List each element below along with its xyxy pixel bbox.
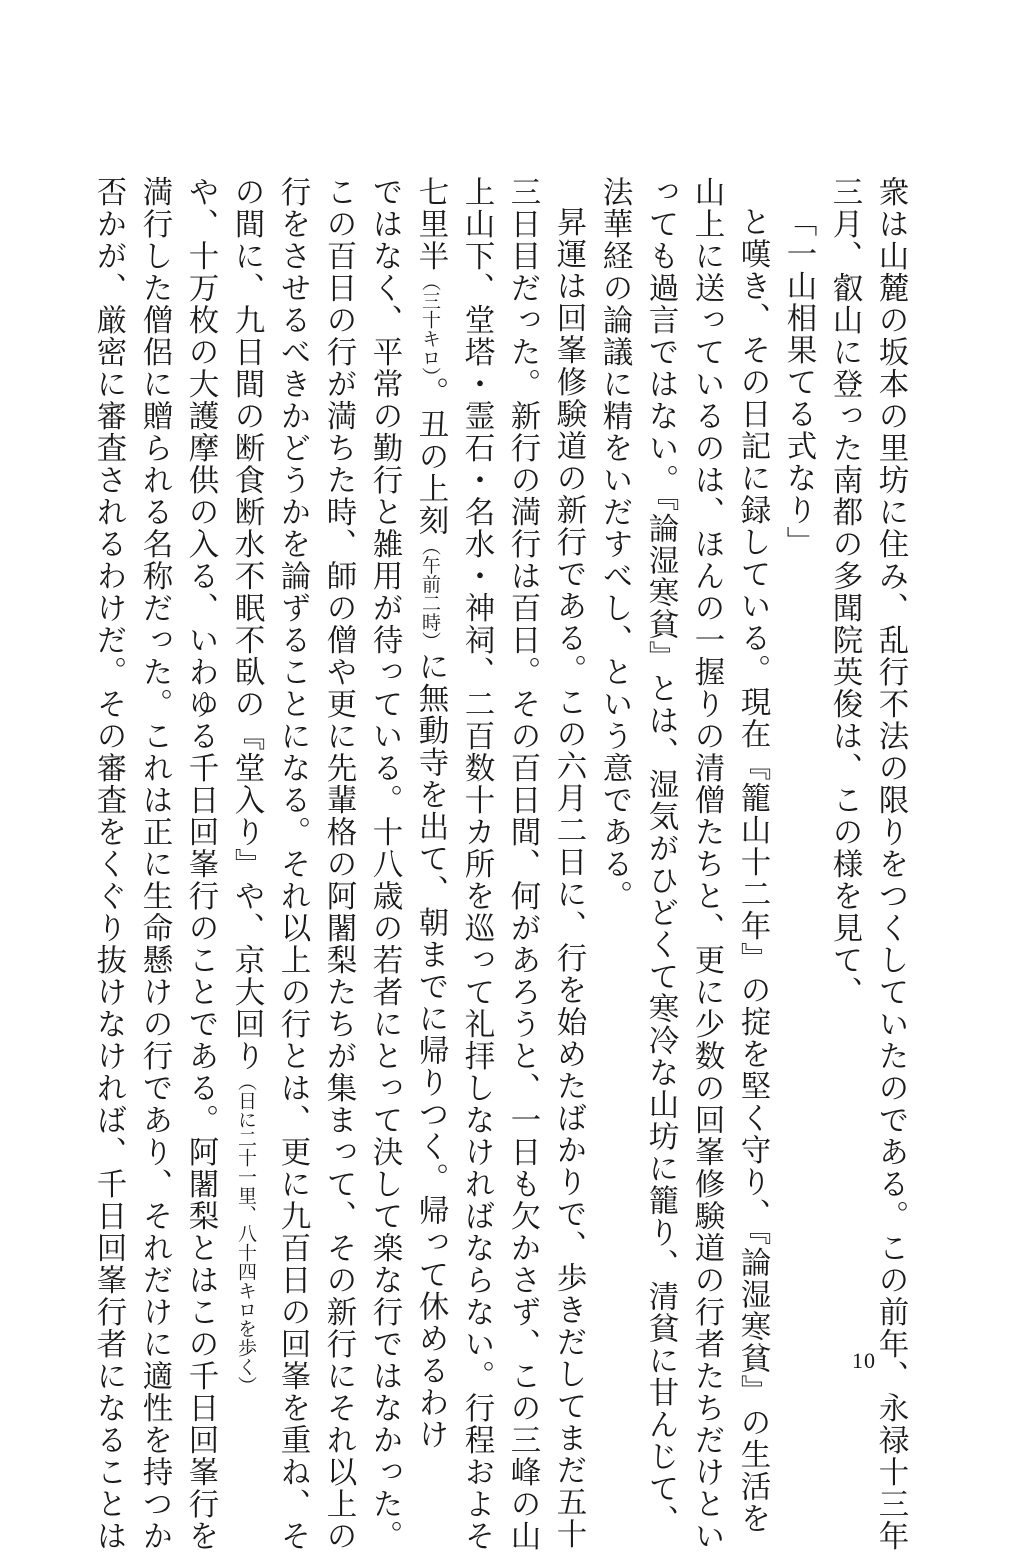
text-line-1: 衆は山麓の坂本の里坊に住み、乱行不法の限りをつくしていたのである。この前年、永禄十三年 <box>873 176 908 1552</box>
text-line-10: 上山下、堂塔・霊石・名水・神祠、二百数十カ所を巡って礼拝しなければならない。行程およそ <box>459 176 494 1552</box>
text-line-14: 行をさせるべきかどうかを論ずることになる。それ以上の行とは、更に九百日の回峯を重ね、そ <box>275 176 310 1552</box>
inline-note: （三十キロ） <box>419 272 441 377</box>
text-line-6: っても過言ではない。『論湿寒貧』とは、湿気がひどくて寒冷な山坊に籠り、清貧に甘んじて、 <box>643 176 678 1537</box>
text-line-11 <box>407 176 453 1451</box>
text-segment: に無動寺を出て、朝までに帰りつく。帰って休めるわけ <box>413 650 448 1451</box>
text-line-9: 三日目だった。新行の満行は百日。その百日間、何があろうと、一日も欠かさず、この三峰の山 <box>505 176 540 1552</box>
inline-note: （午前二時） <box>419 536 441 651</box>
text-line-3: 「一山相果てる式なり」 <box>781 206 816 558</box>
text-line-8: 昇運は回峯修験道の新行である。この六月二日に、行を始めたばかりで、歩きだしてまだ五十 <box>551 206 586 1550</box>
text-line-12: ではなく、平常の勤行と雑用が待っている。十八歳の若者にとって決して楽な行ではなかった。 <box>367 176 402 1552</box>
text-segment: 。丑の上刻 <box>413 376 448 537</box>
text-line-2: 三月、叡山に登った南都の多聞院英俊は、この様を見て、 <box>827 176 862 1008</box>
text-line-18: 否かが、厳密に審査されるわけだ。その審査をくぐり抜けなければ、千日回峯行者になることは <box>91 176 126 1552</box>
text-line-4: と嘆き、その日記に録している。現在『籠山十二年』の掟を堅く守り、『論湿寒貧』の生活を <box>735 206 770 1535</box>
text-line-5: 山上に送っているのは、ほんの一握りの清僧たちと、更に少数の回峯修験道の行者たちだけとい <box>689 176 724 1552</box>
text-line-17: 満行した僧侶に贈られる名称だった。これは正に生命懸けの行であり、それだけに適性を持つか <box>137 176 172 1552</box>
text-line-13: この百日の行が満ちた時、師の僧や更に先輩格の阿闍梨たちが集まって、その新行にそれ以上の <box>321 176 356 1552</box>
text-line-15 <box>223 176 269 1395</box>
inline-note: （日に二十一里、八十四キロを歩く） <box>235 1072 257 1395</box>
text-line-16: や、十万枚の大護摩供の入る、いわゆる千日回峯行のことである。阿闍梨とはこの千日回峯行を <box>183 176 218 1552</box>
text-line-7: 法華経の論議に精をいだすべし、という意である。 <box>597 176 632 912</box>
text-segment: 七里半 <box>413 176 448 272</box>
page-number: 10 <box>852 1348 876 1373</box>
text-segment: の間に、九日間の断食断水不眠不臥の『堂入り』や、京大回り <box>229 176 264 1072</box>
